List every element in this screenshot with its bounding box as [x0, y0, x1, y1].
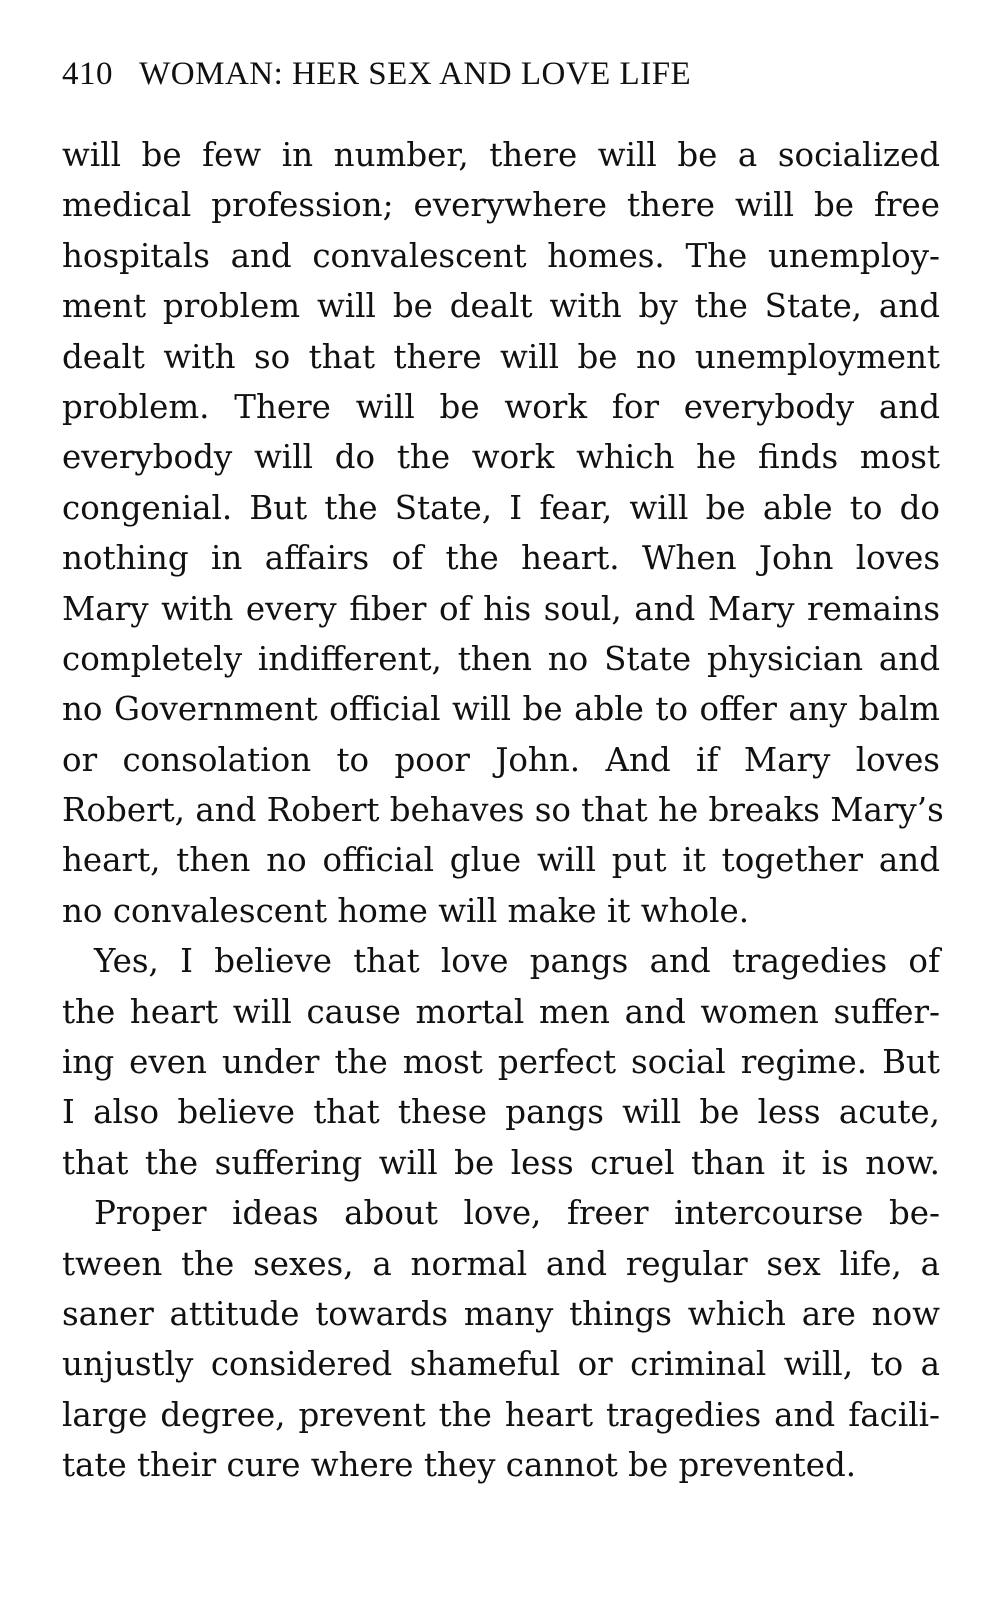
- text-line: the heart will cause mortal men and women suffer-: [62, 992, 940, 1031]
- text-line: or consolation to poor John. And if Mary loves: [62, 740, 940, 779]
- text-line: nothing in affairs of the heart. When John loves: [62, 539, 940, 578]
- running-header: [62, 56, 942, 100]
- text-line: everybody will do the work which he finds most: [62, 438, 940, 477]
- text-line: Mary with every fiber of his soul, and Mary remains: [62, 589, 940, 628]
- text-line: saner attitude towards many things which are now: [62, 1294, 940, 1333]
- text-line: dealt with so that there will be no unemployment: [62, 337, 940, 376]
- text-line: ing even under the most perfect social regime. But: [62, 1043, 940, 1082]
- text-line: hospitals and convalescent homes. The unemploy-: [62, 236, 940, 275]
- text-line: no Government official will be able to offer any balm: [62, 690, 940, 729]
- running-title: WOMAN: HER SEX AND LOVE LIFE: [139, 56, 692, 92]
- paragraph: [62, 130, 944, 936]
- body-text: [62, 130, 944, 1491]
- paragraph: [62, 1188, 940, 1490]
- text-line: problem. There will be work for everybody and: [62, 387, 940, 426]
- text-line: that the suffering will be less cruel than it is now.: [62, 1143, 940, 1182]
- text-line: no convalescent home will make it whole.: [62, 891, 750, 930]
- text-line: I also believe that these pangs will be less acute,: [62, 1093, 940, 1132]
- text-line: congenial. But the State, I fear, will be able to do: [62, 488, 940, 527]
- text-line: tween the sexes, a normal and regular sex life, a: [62, 1244, 940, 1283]
- page-number: 410: [62, 56, 113, 92]
- text-line: Yes, I believe that love pangs and tragedies of: [94, 942, 940, 981]
- text-line: heart, then no official glue will put it together and: [62, 841, 940, 880]
- text-line: will be few in number, there will be a socialized: [62, 136, 940, 174]
- text-line: Proper ideas about love, freer intercourse be-: [94, 1194, 940, 1233]
- paragraph: [62, 936, 940, 1188]
- text-line: Robert, and Robert behaves so that he breaks Mary’s: [62, 791, 944, 830]
- text-line: tate their cure where they cannot be prevented.: [62, 1446, 857, 1485]
- text-line: ment problem will be dealt with by the State, and: [62, 287, 940, 326]
- text-line: large degree, prevent the heart tragedies and facili-: [62, 1395, 940, 1434]
- text-line: unjustly considered shameful or criminal will, to a: [62, 1345, 940, 1384]
- text-line: completely indifferent, then no State physician and: [62, 639, 940, 678]
- text-line: medical profession; everywhere there will be free: [62, 186, 940, 225]
